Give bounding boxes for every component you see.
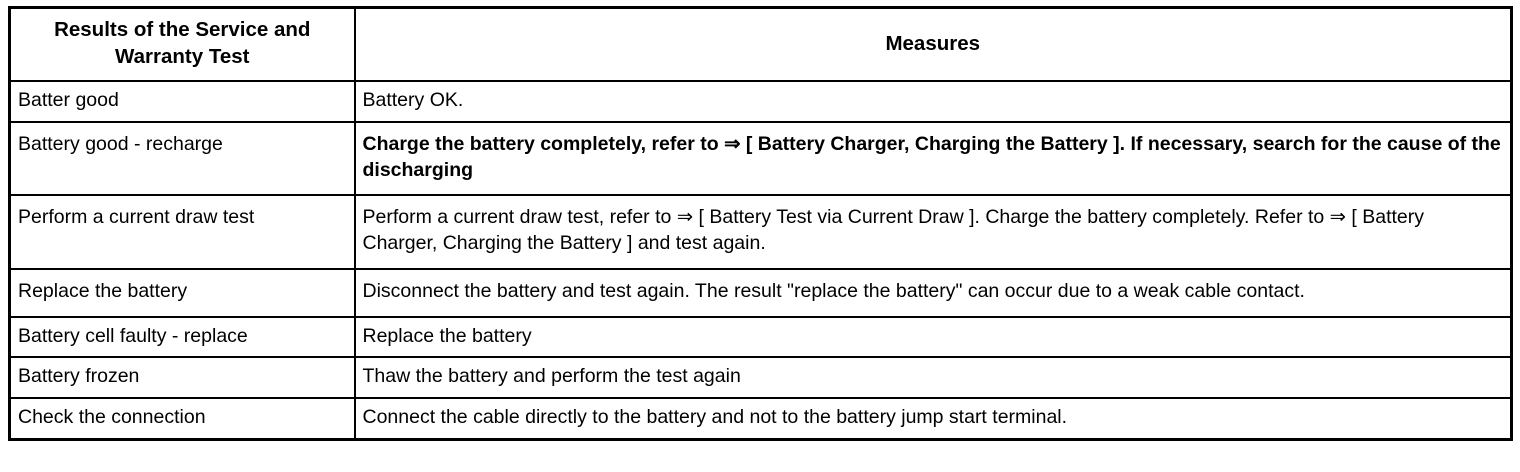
cell-measures: Charge the battery completely, refer to ⇒ [ Battery Charger, Charging the Battery ]. If necessary, search for the cause of the discharging — [355, 122, 1512, 195]
cell-measures: Thaw the battery and perform the test again — [355, 357, 1512, 398]
cell-measures: Connect the cable directly to the battery and not to the battery jump start terminal. — [355, 398, 1512, 439]
cell-measures: Disconnect the battery and test again. The result "replace the battery" can occur due to a weak cable contact. — [355, 269, 1512, 317]
cell-result: Battery good - recharge — [10, 122, 355, 195]
cell-result: Replace the battery — [10, 269, 355, 317]
table-row — [10, 81, 1512, 122]
table-body — [10, 81, 1512, 439]
cell-measures: Replace the battery — [355, 317, 1512, 358]
table-header — [10, 8, 1512, 82]
table-row — [10, 398, 1512, 439]
cell-result: Perform a current draw test — [10, 195, 355, 268]
table-row — [10, 122, 1512, 195]
table-header-row — [10, 8, 1512, 82]
table-row — [10, 357, 1512, 398]
column-header-measures: Measures — [355, 8, 1512, 82]
table-row — [10, 317, 1512, 358]
cell-result: Check the connection — [10, 398, 355, 439]
cell-result: Batter good — [10, 81, 355, 122]
service-warranty-test-table — [8, 6, 1513, 441]
cell-measures: Perform a current draw test, refer to ⇒ [ Battery Test via Current Draw ]. Charge the battery completely. Refer to ⇒ [ Battery Charger, Charging the Battery ] and test again. — [355, 195, 1512, 268]
cell-result: Battery frozen — [10, 357, 355, 398]
cell-result: Battery cell faulty - replace — [10, 317, 355, 358]
table-row — [10, 269, 1512, 317]
table-row — [10, 195, 1512, 268]
column-header-results: Results of the Service and Warranty Test — [10, 8, 355, 82]
cell-measures: Battery OK. — [355, 81, 1512, 122]
